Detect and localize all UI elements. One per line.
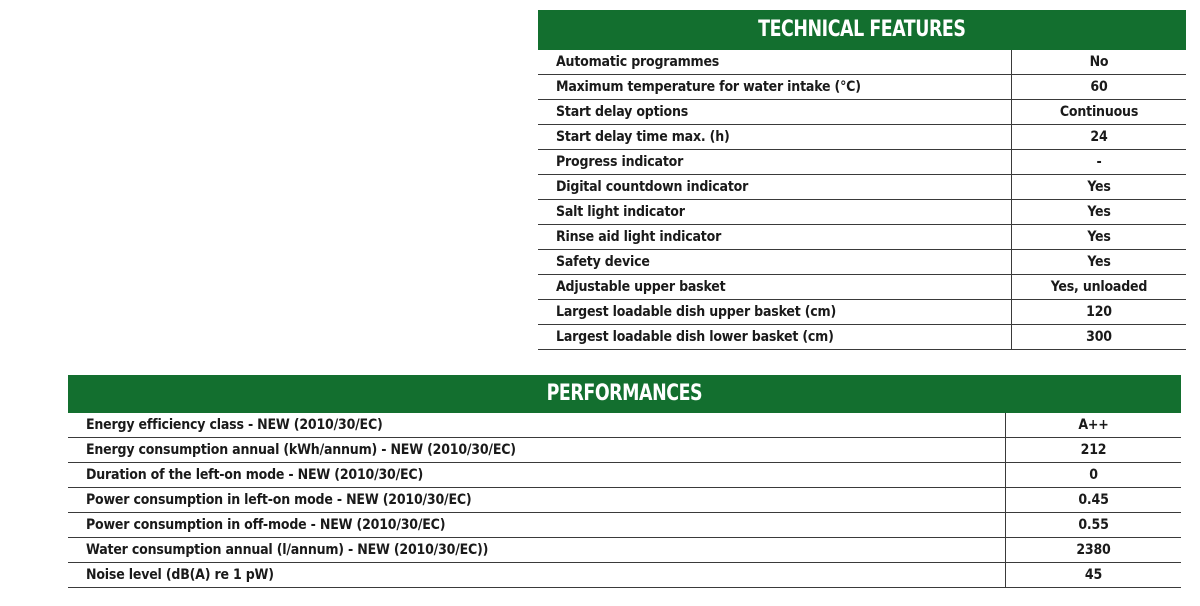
table-row [68,488,1181,513]
row-value: 0 [1089,467,1098,483]
row-value: Yes [1087,179,1111,195]
performances-table [68,375,1181,588]
row-value: 2380 [1076,542,1111,558]
row-value: 300 [1086,329,1112,345]
performances-rows [68,413,1181,588]
table-row [538,125,1186,150]
row-label: Water consumption annual (l/annum) - NEW (2010/30/EC)) [68,538,1006,562]
row-label: Start delay time max. (h) [538,125,1012,149]
row-value: 120 [1086,304,1112,320]
row-label: Energy consumption annual (kWh/annum) - NEW (2010/30/EC) [68,438,1006,462]
table-row [538,300,1186,325]
table-row [68,413,1181,438]
table-row [68,438,1181,463]
row-value: A++ [1078,417,1109,433]
performances-header [68,375,1181,413]
row-label: Power consumption in off-mode - NEW (2010/30/EC) [68,513,1006,537]
table-row [538,225,1186,250]
row-label: Adjustable upper basket [538,275,1012,299]
table-row [538,50,1186,75]
table-row [538,150,1186,175]
row-value: - [1096,154,1102,170]
row-value: Yes [1087,229,1111,245]
table-row [538,100,1186,125]
row-value: Continuous [1059,104,1139,120]
table-row [538,250,1186,275]
row-label: Salt light indicator [538,200,1012,224]
row-label: Largest loadable dish lower basket (cm) [538,325,1012,349]
row-value: 0.45 [1078,492,1109,508]
row-label: Rinse aid light indicator [538,225,1012,249]
table-row [538,325,1186,350]
row-value: Yes, unloaded [1050,279,1148,295]
table-row [538,275,1186,300]
performances-title: PERFORMANCES [546,381,703,406]
row-value: No [1089,54,1109,70]
table-row [68,463,1181,488]
row-label: Duration of the left-on mode - NEW (2010/30/EC) [68,463,1006,487]
row-label: Energy efficiency class - NEW (2010/30/EC) [68,413,1006,437]
table-row [68,513,1181,538]
row-value: 0.55 [1078,517,1109,533]
row-label: Maximum temperature for water intake (°C) [538,75,1012,99]
row-value: Yes [1087,204,1111,220]
table-row [68,538,1181,563]
row-label: Digital countdown indicator [538,175,1012,199]
table-row [538,200,1186,225]
row-label: Progress indicator [538,150,1012,174]
technical-features-header [538,10,1186,50]
row-label: Automatic programmes [538,50,1012,74]
row-label: Safety device [538,250,1012,274]
row-value: Yes [1087,254,1111,270]
row-value: 212 [1080,442,1107,458]
row-label: Power consumption in left-on mode - NEW (2010/30/EC) [68,488,1006,512]
row-value: 24 [1090,129,1108,145]
table-row [68,563,1181,588]
row-value: 60 [1090,79,1108,95]
row-label: Noise level (dB(A) re 1 pW) [68,563,1006,587]
technical-features-title: TECHNICAL FEATURES [758,17,966,42]
row-label: Largest loadable dish upper basket (cm) [538,300,1012,324]
table-row [538,175,1186,200]
technical-features-rows [538,50,1186,350]
technical-features-table [538,10,1186,350]
row-value: 45 [1084,567,1103,583]
table-row [538,75,1186,100]
row-label: Start delay options [538,100,1012,124]
